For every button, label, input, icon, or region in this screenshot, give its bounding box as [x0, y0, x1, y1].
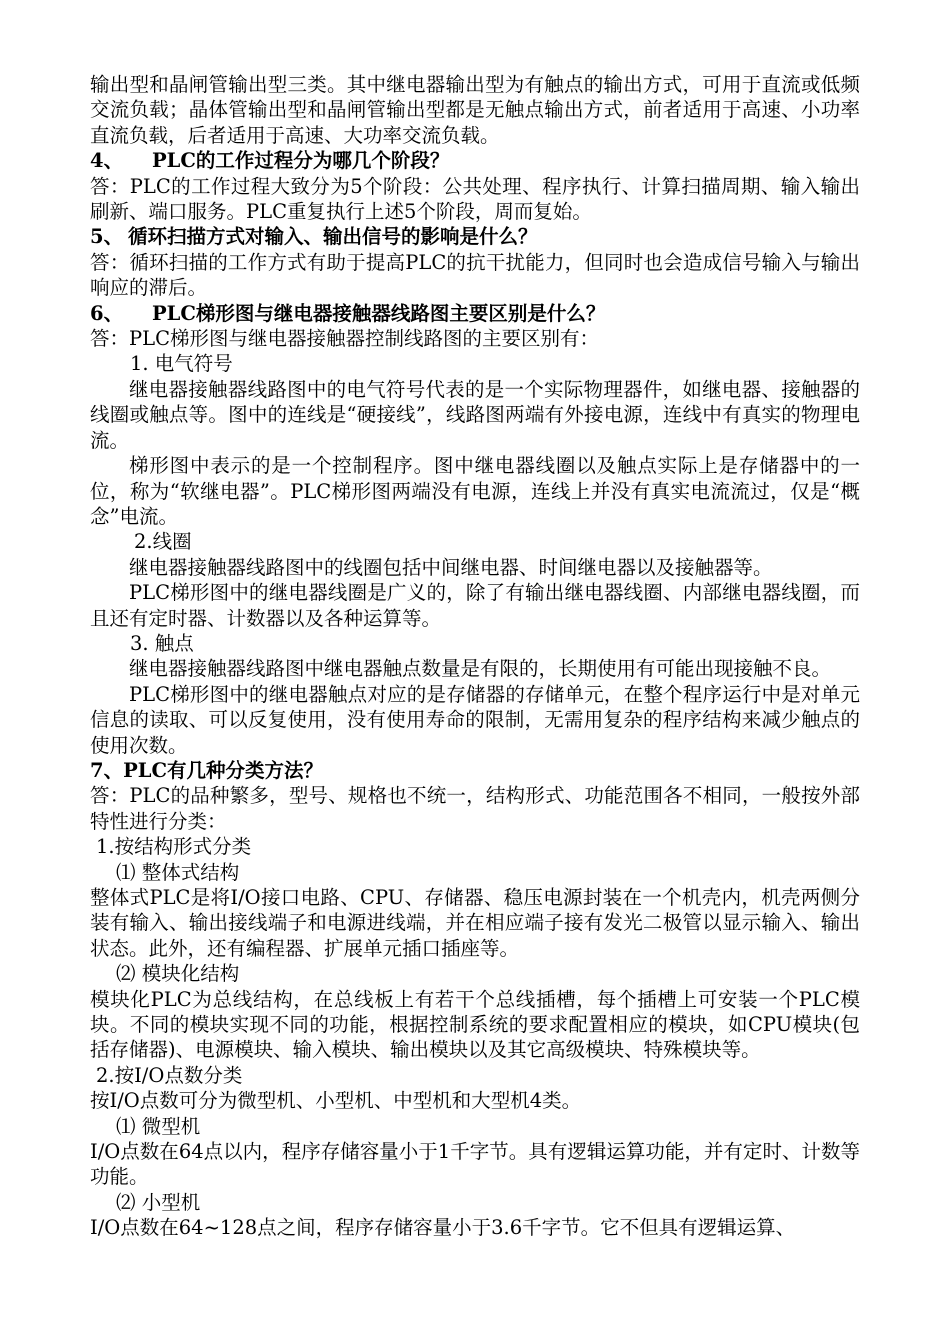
- question-heading: [90, 224, 860, 249]
- answer-paragraph: 答：循环扫描的工作方式有助于提高PLC的抗干扰能力，但同时也会造成信号输入与输出响应的滞后。: [90, 250, 860, 300]
- question-heading: [90, 148, 860, 173]
- answer-paragraph: 答：PLC梯形图与继电器接触器控制线路图的主要区别有：: [90, 327, 599, 351]
- body-paragraph: PLC梯形图中的继电器线圈是广义的，除了有输出继电器线圈、内部继电器线圈，而且还有定时器、计数器以及各种运算等。: [90, 581, 860, 630]
- question-heading: [90, 758, 860, 783]
- body-paragraph: 继电器接触器线路图中的线圈包括中间继电器、时间继电器以及接触器等。: [129, 555, 773, 579]
- answer-paragraph: 答：PLC的工作过程大致分为5个阶段：公共处理、程序执行、计算扫描周期、输入输出刷新、端口服务。PLC重复执行上述5个阶段，周而复始。: [90, 174, 860, 224]
- subcategory-title: ⑵ 模块化结构: [116, 962, 240, 986]
- category-title: 2.按I/O点数分类: [96, 1063, 243, 1087]
- subcategory-title: ⑴ 微型机: [116, 1114, 201, 1138]
- question-number: 6、: [90, 301, 124, 325]
- question-text: PLC的工作过程分为哪几个阶段？: [152, 149, 450, 173]
- question-number: 4、: [90, 149, 124, 173]
- body-paragraph: 继电器接触器线路图中的电气符号代表的是一个实际物理器件，如继电器、接触器的线圈或触点等。图中的连线是“硬接线”，线路图两端有外接电源，连线中有真实的物理电流。: [90, 377, 860, 452]
- body-paragraph: PLC梯形图中的继电器触点对应的是存储器的存储单元，在整个程序运行中是对单元信息的读取、可以反复使用，没有使用寿命的限制，无需用复杂的程序结构来减少触点的使用次数。: [90, 682, 860, 757]
- category-title: 1.按结构形式分类: [96, 835, 252, 859]
- document-page: [90, 72, 860, 1241]
- body-paragraph: 整体式PLC是将I/O接口电路、CPU、存储器、稳压电源封装在一个机壳内，机壳两侧分装有输入、输出接线端子和电源进线端，并在相应端子接有发光二极管以显示输入、输出状态。此外，还有编程器、扩展单元插口插座等。: [90, 886, 860, 960]
- subcategory-title: ⑵ 小型机: [116, 1190, 201, 1214]
- question-number: 5、: [90, 225, 124, 249]
- body-paragraph: 输出型和晶闸管输出型三类。其中继电器输出型为有触点的输出方式，可用于直流或低频交流负载；晶体管输出型和晶闸管输出型都是无触点输出方式，前者适用于高速、小功率直流负载，后者适用于高速、大功率交流负载。: [90, 73, 860, 147]
- answer-paragraph: 答：PLC的品种繁多，型号、规格也不统一，结构形式、功能范围各不相同，一般按外部特性进行分类：: [90, 784, 860, 833]
- question-number: 7、: [90, 758, 124, 782]
- body-paragraph: 梯形图中表示的是一个控制程序。图中继电器线圈以及触点实际上是存储器中的一位，称为“软继电器”。PLC梯形图两端没有电源，连线上并没有真实电流流过，仅是“概念”电流。: [90, 454, 860, 528]
- subcategory-title: ⑴ 整体式结构: [116, 860, 240, 884]
- body-paragraph: I/O点数在64~128点之间，程序存储容量小于3.6千字节。它不但具有逻辑运算、: [90, 1216, 796, 1240]
- question-text: PLC有几种分类方法？: [123, 758, 323, 782]
- question-heading: [90, 301, 860, 326]
- subsection-title: 2.线圈: [134, 530, 192, 554]
- subsection-title: 3. 触点: [130, 631, 194, 655]
- body-paragraph: I/O点数在64点以内，程序存储容量小于1千字节。具有逻辑运算功能，并有定时、计数等功能。: [90, 1140, 860, 1189]
- question-text: PLC梯形图与继电器接触器线路图主要区别是什么？: [152, 301, 606, 325]
- body-paragraph: 模块化PLC为总线结构，在总线板上有若干个总线插槽，每个插槽上可安装一个PLC模块。不同的模块实现不同的功能，根据控制系统的要求配置相应的模块，如CPU模块(包括存储器)、电源模块、输入模块、输出模块以及其它高级模块、特殊模块等。: [90, 987, 860, 1062]
- body-paragraph: 继电器接触器线路图中继电器触点数量是有限的，长期使用有可能出现接触不良。: [129, 657, 832, 681]
- body-paragraph: 按I/O点数可分为微型机、小型机、中型机和大型机4类。: [90, 1089, 582, 1113]
- subsection-title: 1. 电气符号: [130, 352, 233, 376]
- question-text: 循环扫描方式对输入、输出信号的影响是什么？: [128, 225, 538, 249]
